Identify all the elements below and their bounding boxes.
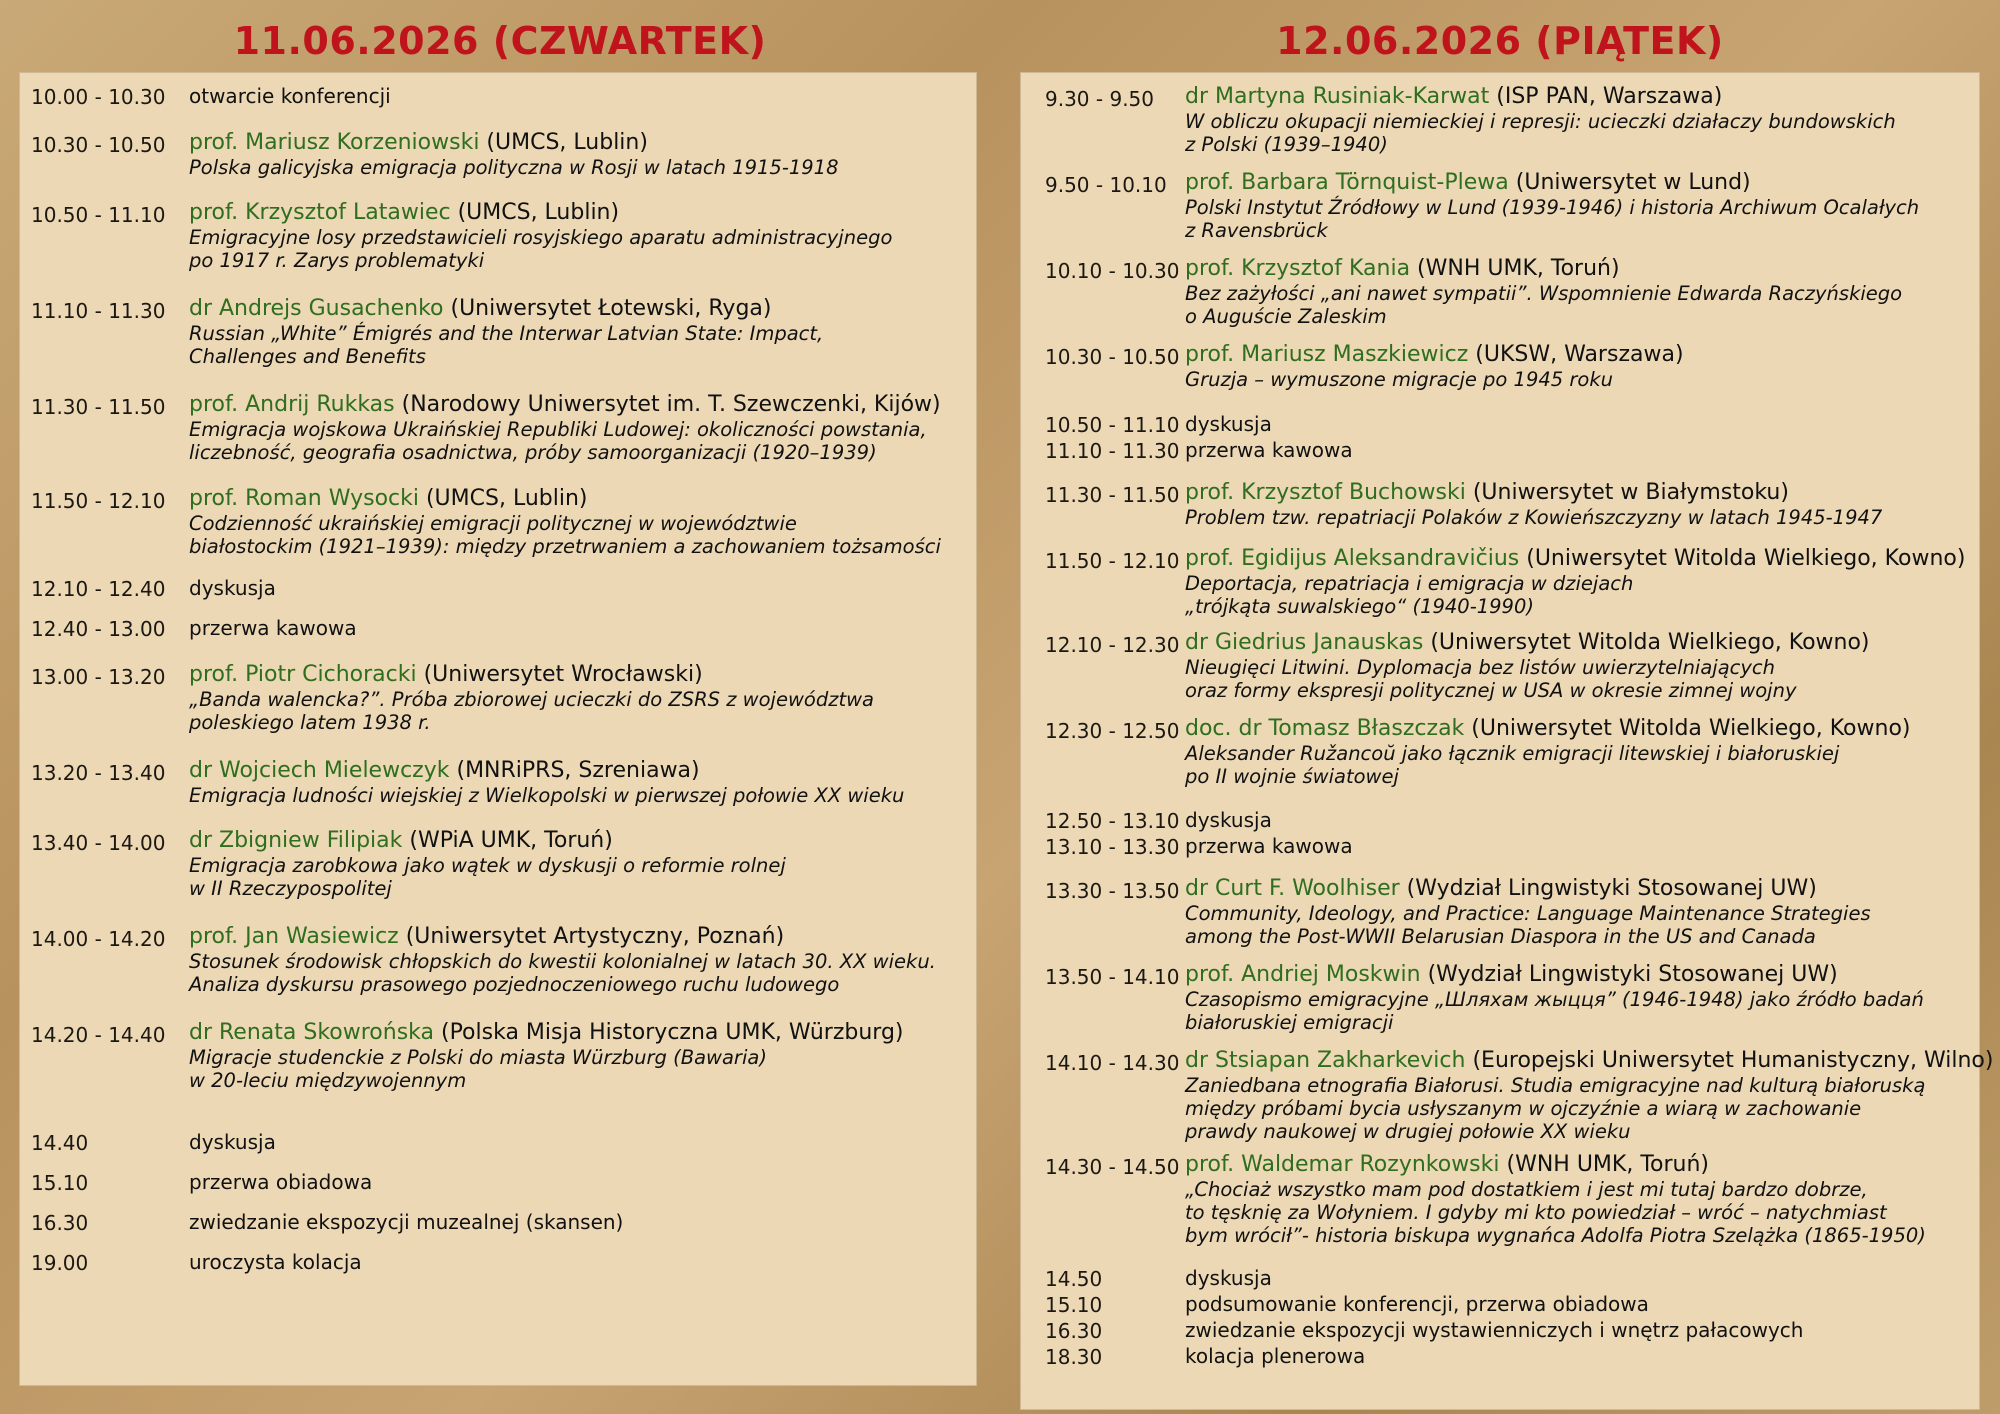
talk-title-line: among the Post-WWII Belarusian Diaspora in the US and Canada xyxy=(1185,925,1816,948)
session-activity: otwarcie konferencji xyxy=(189,84,391,108)
session-content xyxy=(189,576,276,600)
speaker-affiliation: (Uniwersytet Witolda Wielkiego, Kowno) xyxy=(1519,546,1966,571)
time-slot: 18.30 xyxy=(1045,1345,1103,1369)
time-slot: 13.10 - 13.30 xyxy=(1045,835,1180,859)
speaker-affiliation: (Wydział Lingwistyki Stosowanej UW) xyxy=(1399,876,1817,901)
talk-title-line: Czasopismo emigracyjne „Шляхам жыцця” (1946-1948) jako źródło badań xyxy=(1185,988,1924,1011)
session-content xyxy=(189,84,391,108)
time-slot: 9.30 - 9.50 xyxy=(1045,87,1154,111)
speaker-name: prof. Krzysztof Latawiec xyxy=(189,200,451,225)
session-content xyxy=(1185,342,1684,391)
talk-title-line: między próbami bycia usłyszanym w ojczyźnie a wiarą w zachowanie xyxy=(1185,1097,1862,1120)
speaker-affiliation: (ISP PAN, Warszawa) xyxy=(1489,84,1723,109)
session-content xyxy=(1185,84,1896,156)
talk-title-line: białoruskiej emigracji xyxy=(1185,1011,1394,1034)
time-slot: 12.10 - 12.40 xyxy=(31,577,166,601)
speaker-affiliation: (Wydział Lingwistyki Stosowanej UW) xyxy=(1420,962,1838,987)
time-slot: 14.30 - 14.50 xyxy=(1045,1155,1180,1179)
session-content xyxy=(1185,876,1871,948)
speaker-affiliation: (UMCS, Lublin) xyxy=(450,200,620,225)
session-activity: przerwa kawowa xyxy=(1185,834,1353,858)
talk-title-line: Gruzja – wymuszone migracje po 1945 roku xyxy=(1185,368,1613,391)
time-slot: 16.30 xyxy=(1045,1319,1103,1343)
talk-title-line: „Chociaż wszystko mam pod dostatkiem i jest mi tutaj bardzo dobrze, xyxy=(1185,1178,1868,1201)
session-content xyxy=(1185,1292,1649,1316)
speaker-affiliation: (Uniwersytet Wrocławski) xyxy=(416,662,703,687)
speaker-line xyxy=(189,486,941,512)
speaker-name: prof. Egidijus Aleksandravičius xyxy=(1185,546,1520,571)
session-content xyxy=(189,1210,623,1234)
session-activity: przerwa kawowa xyxy=(1185,438,1353,462)
talk-title-line: z Polski (1939–1940) xyxy=(1185,133,1388,156)
talk-title-line: oraz formy ekspresji politycznej w USA w okresie zimnej wojny xyxy=(1185,679,1797,702)
speaker-name: prof. Waldemar Rozynkowski xyxy=(1185,1152,1500,1177)
speaker-line xyxy=(1185,630,1870,656)
talk-title-line: w 20-leciu międzywojennym xyxy=(189,1069,467,1092)
talk-title-line: Problem tzw. repatriacji Polaków z Kowieńszczyzny w latach 1945-1947 xyxy=(1185,506,1883,529)
session-content xyxy=(1185,412,1272,436)
session-activity: zwiedzanie ekspozycji wystawienniczych i wnętrz pałacowych xyxy=(1185,1318,1804,1342)
day-title-thursday: 11.06.2026 (CZWARTEK) xyxy=(233,19,767,63)
time-slot: 9.50 - 10.10 xyxy=(1045,173,1167,197)
session-content xyxy=(1185,1344,1365,1368)
time-slot: 10.00 - 10.30 xyxy=(31,85,166,109)
speaker-line xyxy=(189,392,941,418)
speaker-line xyxy=(1185,84,1896,110)
session-content xyxy=(189,392,941,464)
time-slot: 10.10 - 10.30 xyxy=(1045,259,1180,283)
talk-title-line: W obliczu okupacji niemieckiej i represji: ucieczki działaczy bundowskich xyxy=(1185,110,1896,133)
speaker-line xyxy=(1185,256,1902,282)
session-content xyxy=(1185,1048,1993,1143)
time-slot: 14.00 - 14.20 xyxy=(31,927,166,951)
speaker-line xyxy=(1185,480,1882,506)
time-slot: 12.10 - 12.30 xyxy=(1045,633,1180,657)
talk-title-line: Analiza dyskursu prasowego pozjednoczeniowego ruchu ludowego xyxy=(189,973,840,996)
speaker-name: prof. Piotr Cichoracki xyxy=(189,662,417,687)
session-content xyxy=(1185,546,1965,618)
speaker-name: dr Stsiapan Zakharkevich xyxy=(1185,1048,1466,1073)
time-slot: 11.50 - 12.10 xyxy=(31,489,166,513)
talk-title-line: poleskiego latem 1938 r. xyxy=(189,711,431,734)
time-slot: 13.20 - 13.40 xyxy=(31,761,166,785)
session-activity: dyskusja xyxy=(1185,412,1272,436)
speaker-line xyxy=(189,1020,904,1046)
session-activity: przerwa kawowa xyxy=(189,616,357,640)
time-slot: 12.30 - 12.50 xyxy=(1045,719,1180,743)
speaker-name: prof. Krzysztof Kania xyxy=(1185,256,1411,281)
speaker-name: prof. Roman Wysocki xyxy=(189,486,419,511)
speaker-line xyxy=(1185,1048,1993,1074)
speaker-name: dr Zbigniew Filipiak xyxy=(189,828,403,853)
speaker-line xyxy=(1185,546,1965,572)
time-slot: 13.30 - 13.50 xyxy=(1045,879,1180,903)
talk-title-line: Deportacja, repatriacja i emigracja w dziejach xyxy=(1185,572,1634,595)
talk-title-line: Emigracja zarobkowa jako wątek w dyskusji o reformie rolnej xyxy=(189,854,786,877)
time-slot: 10.50 - 11.10 xyxy=(1045,413,1180,437)
speaker-affiliation: (Uniwersytet w Białymstoku) xyxy=(1465,480,1789,505)
speaker-name: dr Renata Skowrońska xyxy=(189,1020,434,1045)
speaker-name: dr Wojciech Mielewczyk xyxy=(189,758,450,783)
talk-title-line: białostockim (1921–1939): między przetrwaniem a zachowaniem tożsamości xyxy=(189,535,941,558)
speaker-affiliation: (Polska Misja Historyczna UMK, Würzburg) xyxy=(434,1020,904,1045)
speaker-affiliation: (Europejski Uniwersytet Humanistyczny, Wilno) xyxy=(1465,1048,1994,1073)
time-slot: 10.30 - 10.50 xyxy=(31,133,166,157)
speaker-affiliation: (WNH UMK, Toruń) xyxy=(1499,1152,1709,1177)
talk-title-line: Russian „White” Émigrés and the Interwar Latvian State: Impact, xyxy=(189,322,824,345)
talk-title-line: prawdy naukowej w drugiej połowie XX wieku xyxy=(1185,1120,1631,1143)
time-slot: 15.10 xyxy=(31,1171,89,1195)
speaker-line xyxy=(1185,716,1910,742)
talk-title-line: Emigracja ludności wiejskiej z Wielkopolski w pierwszej połowie XX wieku xyxy=(189,784,905,807)
talk-title-line: o Auguście Zaleskim xyxy=(1185,305,1387,328)
time-slot: 13.50 - 14.10 xyxy=(1045,965,1180,989)
session-content xyxy=(1185,438,1353,462)
talk-title-line: to tęsknię za Wołyniem. I gdyby mi kto powiedział – wróć – natychmiast xyxy=(1185,1201,1887,1224)
talk-title-line: Community, Ideology, and Practice: Language Maintenance Strategies xyxy=(1185,902,1871,925)
time-slot: 13.00 - 13.20 xyxy=(31,665,166,689)
schedule-panel-friday xyxy=(1020,72,1994,1410)
speaker-affiliation: (Narodowy Uniwersytet im. T. Szewczenki, Kijów) xyxy=(394,392,941,417)
time-slot: 14.50 xyxy=(1045,1267,1103,1291)
speaker-name: prof. Barbara Törnquist-Plewa xyxy=(1185,170,1509,195)
speaker-line xyxy=(189,758,904,784)
session-content xyxy=(1185,716,1910,788)
talk-title-line: Emigracja wojskowa Ukraińskiej Republiki Ludowej: okoliczności powstania, xyxy=(189,418,927,441)
speaker-line xyxy=(189,296,823,322)
talk-title-line: Bez zażyłości „ani nawet sympatii”. Wspomnienie Edwarda Raczyńskiego xyxy=(1185,282,1903,305)
speaker-line xyxy=(189,828,786,854)
day-title-friday: 12.06.2026 (PIĄTEK) xyxy=(1276,19,1724,63)
speaker-name: dr Giedrius Janauskas xyxy=(1185,630,1424,655)
session-content xyxy=(1185,170,1919,242)
talk-title-line: Nieugięci Litwini. Dyplomacja bez listów uwierzytelniających xyxy=(1185,656,1776,679)
session-activity: zwiedzanie ekspozycji muzealnej (skansen) xyxy=(189,1210,624,1234)
speaker-affiliation: (UMCS, Lublin) xyxy=(479,130,648,155)
speaker-name: prof. Krzysztof Buchowski xyxy=(1185,480,1466,505)
session-content xyxy=(189,1170,372,1194)
speaker-affiliation: (Uniwersytet Witolda Wielkiego, Kowno) xyxy=(1423,630,1870,655)
time-slot: 12.50 - 13.10 xyxy=(1045,809,1180,833)
speaker-line xyxy=(189,130,838,156)
time-slot: 15.10 xyxy=(1045,1293,1103,1317)
session-content xyxy=(1185,256,1902,328)
time-slot: 11.30 - 11.50 xyxy=(1045,483,1180,507)
session-activity: dyskusja xyxy=(1185,808,1272,832)
session-content xyxy=(189,616,357,640)
talk-title-line: Polski Instytut Źródłowy w Lund (1939-1946) i historia Archiwum Ocalałych xyxy=(1185,196,1920,219)
time-slot: 14.20 - 14.40 xyxy=(31,1023,166,1047)
session-content xyxy=(1185,1152,1926,1247)
talk-title-line: z Ravensbrück xyxy=(1185,219,1328,242)
session-content xyxy=(189,130,838,179)
speaker-name: doc. dr Tomasz Błaszczak xyxy=(1185,716,1465,741)
speaker-line xyxy=(189,200,892,226)
speaker-affiliation: (WNH UMK, Toruń) xyxy=(1410,256,1620,281)
session-activity: dyskusja xyxy=(189,1130,276,1154)
session-content xyxy=(1185,834,1353,858)
speaker-line xyxy=(1185,170,1919,196)
talk-title-line: Emigracyjne losy przedstawicieli rosyjskiego aparatu administracyjnego xyxy=(189,226,893,249)
time-slot: 10.30 - 10.50 xyxy=(1045,345,1180,369)
speaker-line xyxy=(1185,342,1684,368)
speaker-affiliation: (Uniwersytet w Lund) xyxy=(1508,170,1751,195)
session-content xyxy=(189,1020,904,1092)
time-slot: 11.50 - 12.10 xyxy=(1045,549,1180,573)
talk-title-line: liczebność, geografia osadnictwa, próby samoorganizacji (1920–1939) xyxy=(189,441,877,464)
talk-title-line: w II Rzeczypospolitej xyxy=(189,877,392,900)
talk-title-line: „Banda walencka?”. Próba zbiorowej ucieczki do ZSRS z województwa xyxy=(189,688,874,711)
session-activity: kolacja plenerowa xyxy=(1185,1344,1366,1368)
speaker-line xyxy=(1185,876,1871,902)
session-activity: dyskusja xyxy=(189,576,276,600)
time-slot: 13.40 - 14.00 xyxy=(31,831,166,855)
speaker-name: dr Curt F. Woolhiser xyxy=(1185,876,1400,901)
speaker-affiliation: (UKSW, Warszawa) xyxy=(1468,342,1684,367)
session-content xyxy=(189,828,786,900)
speaker-name: prof. Jan Wasiewicz xyxy=(189,924,399,949)
session-content xyxy=(1185,808,1272,832)
talk-title-line: Codzienność ukraińskiej emigracji politycznej w województwie xyxy=(189,512,797,535)
talk-title-line: po II wojnie światowej xyxy=(1185,765,1399,788)
session-content xyxy=(189,486,941,558)
session-content xyxy=(189,924,936,996)
session-activity: podsumowanie konferencji, przerwa obiadowa xyxy=(1185,1292,1649,1316)
talk-title-line: po 1917 r. Zarys problematyki xyxy=(189,249,485,272)
talk-title-line: Migracje studenckie z Polski do miasta Würzburg (Bawaria) xyxy=(189,1046,767,1069)
session-activity: uroczysta kolacja xyxy=(189,1250,362,1274)
talk-title-line: Aleksander Ružancoŭ jako łącznik emigracji litewskiej i białoruskiej xyxy=(1185,742,1840,765)
talk-title-line: „trójkąta suwalskiego“ (1940-1990) xyxy=(1185,595,1534,618)
session-content xyxy=(1185,1318,1803,1342)
time-slot: 12.40 - 13.00 xyxy=(31,617,166,641)
speaker-name: prof. Andriej Moskwin xyxy=(1185,962,1421,987)
session-activity: dyskusja xyxy=(1185,1266,1272,1290)
speaker-name: prof. Mariusz Korzeniowski xyxy=(189,130,480,155)
talk-title-line: Stosunek środowisk chłopskich do kwestii kolonialnej w latach 30. XX wieku. xyxy=(189,950,936,973)
speaker-affiliation: (WPiA UMK, Toruń) xyxy=(402,828,613,853)
time-slot: 11.10 - 11.30 xyxy=(31,299,166,323)
speaker-affiliation: (Uniwersytet Łotewski, Ryga) xyxy=(443,296,772,321)
session-content xyxy=(189,1130,276,1154)
session-content xyxy=(189,662,874,734)
time-slot: 14.40 xyxy=(31,1131,89,1155)
speaker-affiliation: (UMCS, Lublin) xyxy=(418,486,588,511)
speaker-affiliation: (Uniwersytet Witolda Wielkiego, Kowno) xyxy=(1464,716,1911,741)
speaker-name: dr Andrejs Gusachenko xyxy=(189,296,444,321)
session-content xyxy=(1185,630,1870,702)
session-content xyxy=(1185,480,1882,529)
speaker-affiliation: (MNRiPRS, Szreniawa) xyxy=(449,758,700,783)
time-slot: 16.30 xyxy=(31,1211,89,1235)
time-slot: 11.10 - 11.30 xyxy=(1045,439,1180,463)
speaker-line xyxy=(189,662,874,688)
speaker-name: dr Martyna Rusiniak-Karwat xyxy=(1185,84,1490,109)
speaker-line xyxy=(1185,962,1924,988)
session-activity: przerwa obiadowa xyxy=(189,1170,373,1194)
speaker-affiliation: (Uniwersytet Artystyczny, Poznań) xyxy=(398,924,785,949)
time-slot: 14.10 - 14.30 xyxy=(1045,1051,1180,1075)
session-content xyxy=(189,296,823,368)
session-content xyxy=(189,1250,362,1274)
time-slot: 11.30 - 11.50 xyxy=(31,395,166,419)
schedule-panel-thursday xyxy=(19,72,977,1386)
session-content xyxy=(189,758,904,807)
talk-title-line: Zaniedbana etnografia Białorusi. Studia emigracyjne nad kulturą białoruską xyxy=(1185,1074,1926,1097)
speaker-name: prof. Mariusz Maszkiewicz xyxy=(1185,342,1469,367)
speaker-line xyxy=(189,924,936,950)
talk-title-line: Polska galicyjska emigracja polityczna w Rosji w latach 1915-1918 xyxy=(189,156,839,179)
talk-title-line: bym wrócił”- historia biskupa wygnańca Adolfa Piotra Szelążka (1865-1950) xyxy=(1185,1224,1926,1247)
session-content xyxy=(189,200,892,272)
time-slot: 10.50 - 11.10 xyxy=(31,203,166,227)
talk-title-line: Challenges and Benefits xyxy=(189,345,426,368)
session-content xyxy=(1185,962,1924,1034)
speaker-name: prof. Andrij Rukkas xyxy=(189,392,395,417)
time-slot: 19.00 xyxy=(31,1251,89,1275)
speaker-line xyxy=(1185,1152,1926,1178)
session-content xyxy=(1185,1266,1272,1290)
